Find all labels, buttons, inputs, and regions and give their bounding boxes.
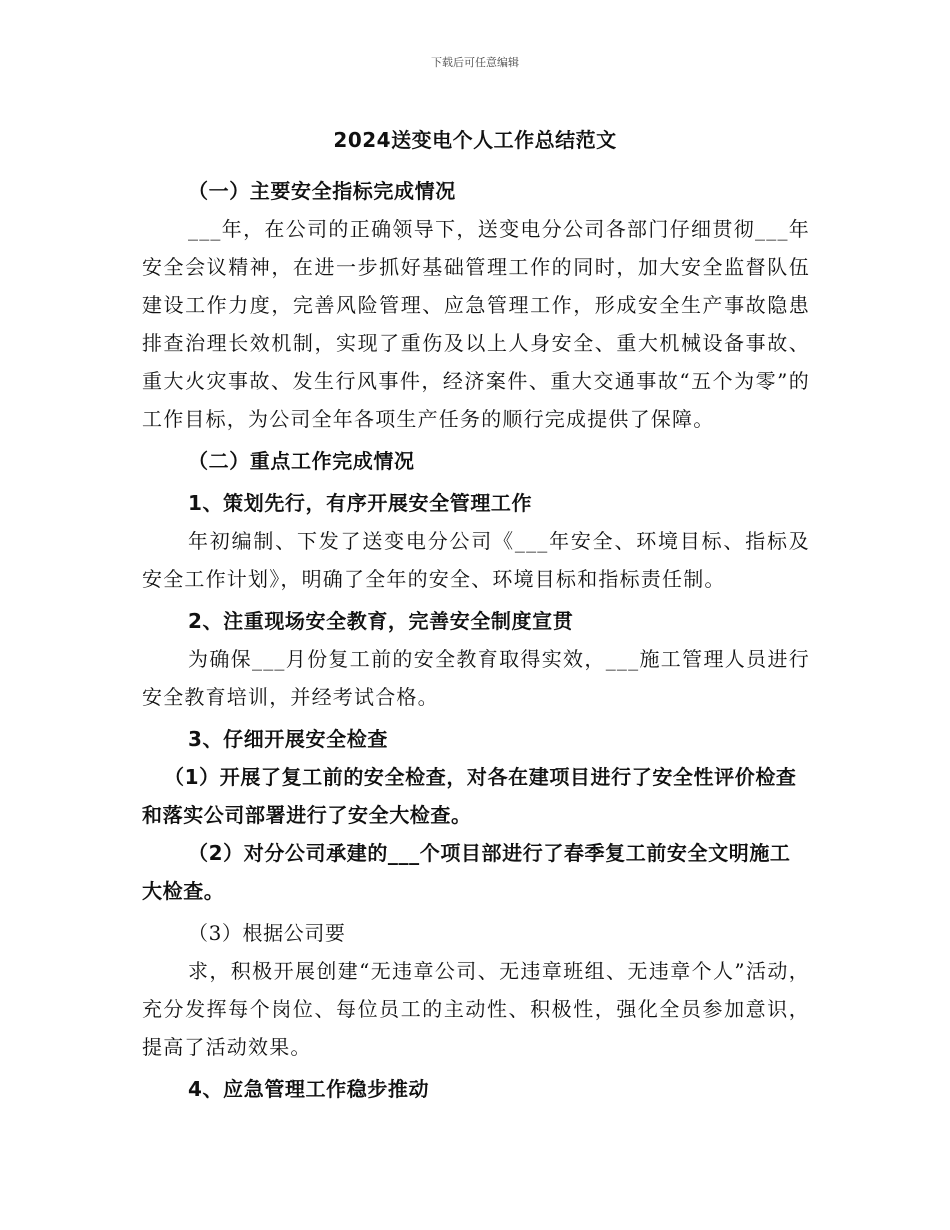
item1-heading: 1、策划先行，有序开展安全管理工作	[188, 491, 533, 515]
item3-sub2: （2）对分公司承建的___个项目部进行了春季复工前安全文明施工大检查。	[142, 841, 791, 903]
item3-heading: 3、仔细开展安全检查	[188, 727, 388, 751]
item2-heading: 2、注重现场安全教育，完善安全制度宣贯	[188, 609, 574, 633]
document-body	[142, 168, 810, 1108]
header-note: 下载后可任意编辑	[431, 56, 519, 69]
section1-paragraph: ___年，在公司的正确领导下，送变电分公司各部门仔细贯彻___年安全会议精神，在进一步抓好基础管理工作的同时，加大安全监督队伍建设工作力度，完善风险管理、应急管理工作，形成安全生产事故隐患排查治理长效机制，实现了重伤及以上人身安全、重大机械设备事故、重大火灾事故、发生行风事件，经济案件、重大交通事故“五个为零”的工作目标，为公司全年各项生产任务的顺行完成提供了保障。	[142, 217, 810, 431]
item3-sub3-paragraph: 求，积极开展创建“无违章公司、无违章班组、无违章个人”活动，充分发挥每个岗位、每位员工的主动性、积极性，强化全员参加意识，提高了活动效果。	[142, 959, 810, 1059]
item3-sub3-heading: （3）根据公司要	[188, 921, 346, 945]
section1-heading: （一）主要安全指标完成情况	[188, 179, 456, 203]
item2-paragraph: 为确保___月份复工前的安全教育取得实效，___施工管理人员进行安全教育培训，并经考试合格。	[142, 647, 810, 709]
section2-heading: （二）重点工作完成情况	[188, 449, 415, 473]
document-title: 2024送变电个人工作总结范文	[333, 128, 617, 152]
item1-paragraph: 年初编制、下发了送变电分公司《___年安全、环境目标、指标及安全工作计划》，明确了全年的安全、环境目标和指标责任制。	[142, 529, 810, 591]
item3-sub1: （1）开展了复工前的安全检查，对各在建项目进行了安全性评价检查和落实公司部署进行了安全大检查。	[142, 765, 797, 827]
item4-heading: 4、应急管理工作稳步推动	[188, 1077, 430, 1101]
